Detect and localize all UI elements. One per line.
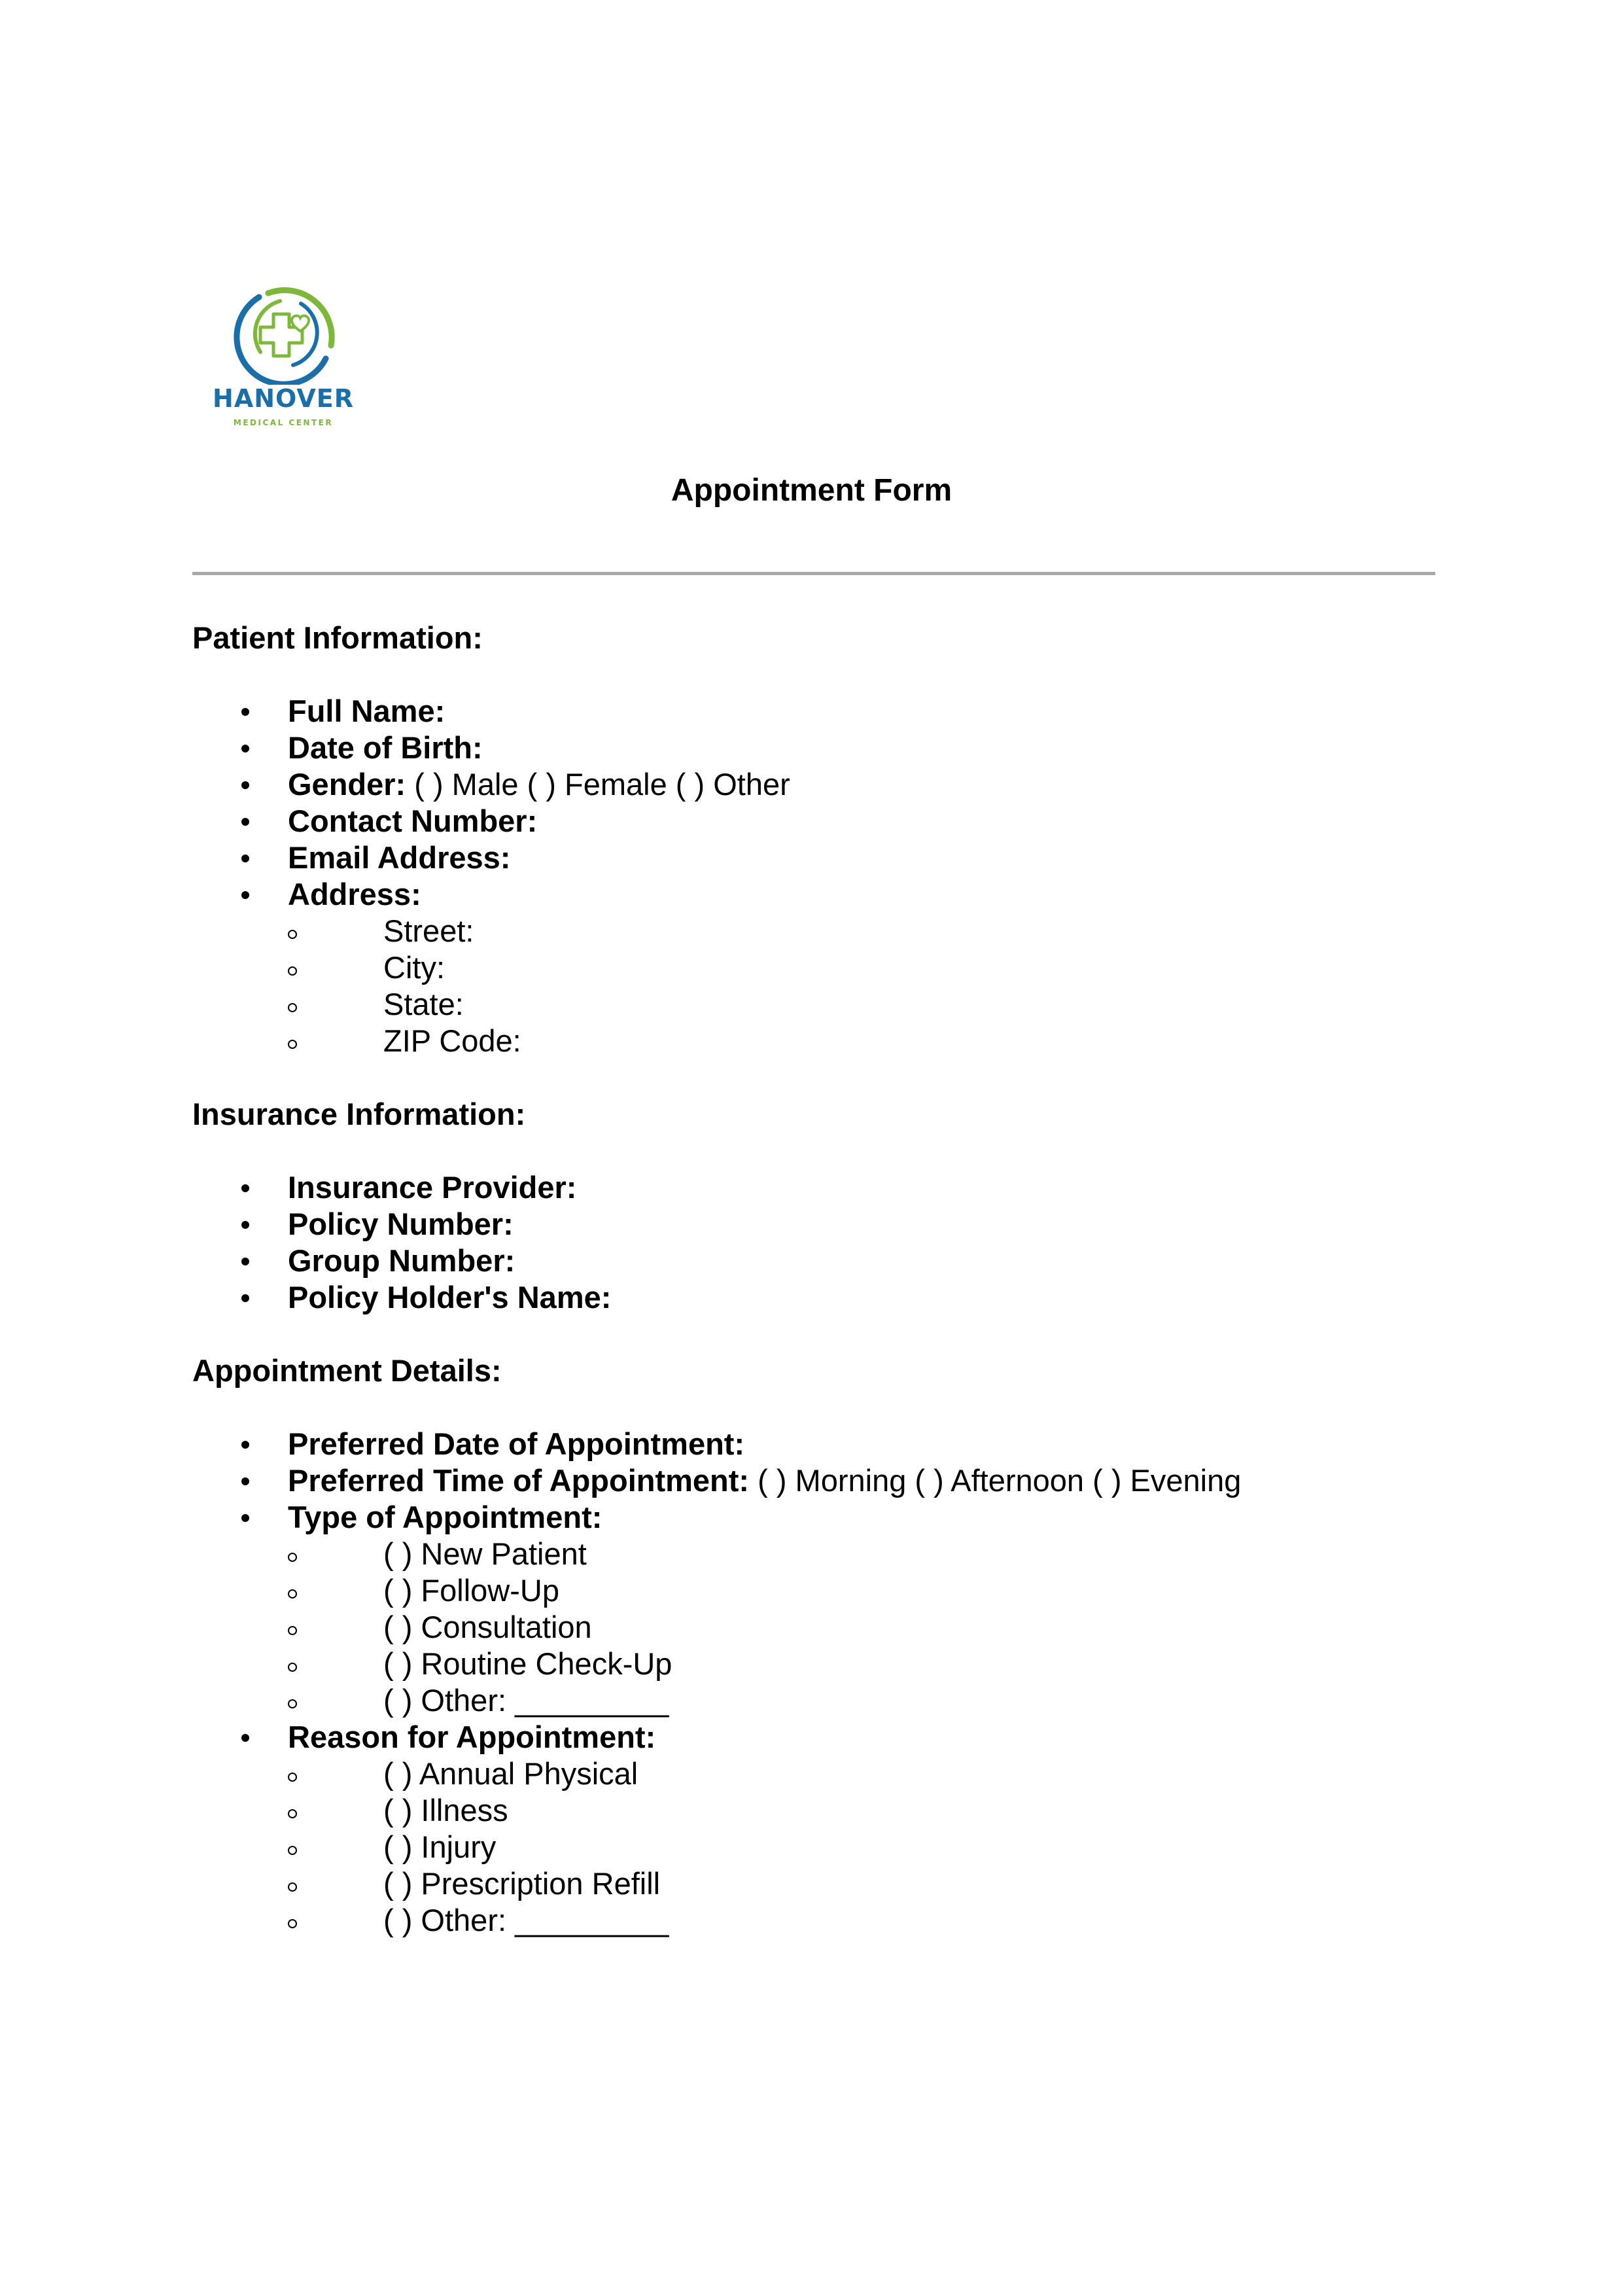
bullet-icon	[241, 1441, 249, 1449]
circle-bullet-icon	[288, 966, 297, 976]
list-item-gender	[192, 766, 1435, 803]
circle-bullet-icon	[288, 1919, 297, 1928]
type-option-label: ( ) Other: _________	[383, 1683, 669, 1718]
reason-option-label: ( ) Prescription Refill	[383, 1866, 661, 1901]
street-label: Street:	[383, 913, 474, 948]
type-option-other	[288, 1682, 1435, 1719]
medical-cross-heart-icon	[208, 280, 358, 385]
bullet-icon	[241, 1294, 249, 1302]
group-number-label: Group Number:	[288, 1243, 515, 1278]
policy-number-label: Policy Number:	[288, 1207, 514, 1241]
type-option-new-patient	[288, 1536, 1435, 1572]
list-item-preferred-date	[192, 1426, 1435, 1462]
bullet-icon	[241, 1477, 249, 1485]
bullet-icon	[241, 818, 249, 826]
holder-name-label: Policy Holder's Name:	[288, 1280, 612, 1315]
bullet-icon	[241, 781, 249, 789]
address-sublist	[288, 913, 1435, 1059]
appointment-type-sublist	[288, 1536, 1435, 1719]
type-option-label: ( ) Routine Check-Up	[383, 1646, 672, 1681]
circle-bullet-icon	[288, 1626, 297, 1635]
list-item-contact	[192, 803, 1435, 839]
bullet-icon	[241, 855, 249, 862]
insurance-provider-label: Insurance Provider:	[288, 1170, 577, 1205]
reason-option-prescription-refill	[288, 1865, 1435, 1902]
list-item-dob	[192, 730, 1435, 766]
list-item-appointment-type	[192, 1499, 1435, 1719]
sublist-item-city	[288, 949, 1435, 986]
bullet-icon	[241, 1221, 249, 1229]
appointment-list	[192, 1426, 1435, 1939]
preferred-time-options: ( ) Morning ( ) Afternoon ( ) Evening	[758, 1463, 1242, 1498]
reason-option-label: ( ) Illness	[383, 1793, 508, 1828]
sublist-item-street	[288, 913, 1435, 949]
email-label: Email Address:	[288, 840, 511, 875]
list-item-address	[192, 876, 1435, 1059]
full-name-label: Full Name:	[288, 694, 445, 728]
logo-name: HANOVER	[213, 384, 354, 413]
list-item-group-number	[192, 1243, 1435, 1279]
page-title: Appointment Form	[671, 473, 952, 508]
list-item-full-name	[192, 693, 1435, 730]
hanover-logo	[208, 280, 358, 444]
bullet-icon	[241, 745, 249, 752]
type-option-label: ( ) Follow-Up	[383, 1573, 559, 1608]
list-item-holder-name	[192, 1279, 1435, 1316]
type-option-label: ( ) Consultation	[383, 1610, 592, 1644]
horizontal-divider	[192, 572, 1435, 575]
reason-option-label: ( ) Other: _________	[383, 1903, 669, 1937]
circle-bullet-icon	[288, 1773, 297, 1782]
contact-label: Contact Number:	[288, 804, 538, 838]
bullet-icon	[241, 1258, 249, 1265]
sublist-item-zip	[288, 1023, 1435, 1059]
circle-bullet-icon	[288, 930, 297, 939]
bullet-icon	[241, 891, 249, 899]
list-item-preferred-time	[192, 1462, 1435, 1499]
state-label: State:	[383, 987, 464, 1021]
circle-bullet-icon	[288, 1809, 297, 1818]
circle-bullet-icon	[288, 1846, 297, 1855]
circle-bullet-icon	[288, 1663, 297, 1672]
circle-bullet-icon	[288, 1699, 297, 1708]
appointment-type-label: Type of Appointment:	[288, 1500, 602, 1534]
reason-option-label: ( ) Injury	[383, 1829, 497, 1864]
type-option-consultation	[288, 1609, 1435, 1646]
list-item-insurance-provider	[192, 1169, 1435, 1206]
list-item-email	[192, 839, 1435, 876]
type-option-follow-up	[288, 1572, 1435, 1609]
logo-subtitle: MEDICAL CENTER	[233, 418, 334, 427]
bullet-icon	[241, 1514, 249, 1522]
type-option-routine-checkup	[288, 1646, 1435, 1682]
appointment-section-heading: Appointment Details:	[192, 1353, 502, 1388]
reason-option-annual-physical	[288, 1756, 1435, 1792]
reason-option-other	[288, 1902, 1435, 1939]
reason-option-illness	[288, 1792, 1435, 1829]
insurance-section-heading: Insurance Information:	[192, 1097, 526, 1131]
preferred-time-label: Preferred Time of Appointment:	[288, 1463, 750, 1498]
form-content	[192, 620, 1435, 1939]
circle-bullet-icon	[288, 1882, 297, 1892]
circle-bullet-icon	[288, 1003, 297, 1012]
type-option-label: ( ) New Patient	[383, 1536, 587, 1571]
list-item-policy-number	[192, 1206, 1435, 1243]
zip-label: ZIP Code:	[383, 1023, 521, 1058]
bullet-icon	[241, 1184, 249, 1192]
insurance-list	[192, 1169, 1435, 1316]
circle-bullet-icon	[288, 1553, 297, 1562]
appointment-reason-sublist	[288, 1756, 1435, 1939]
gender-label: Gender:	[288, 767, 406, 802]
reason-option-label: ( ) Annual Physical	[383, 1756, 638, 1791]
reason-option-injury	[288, 1829, 1435, 1865]
circle-bullet-icon	[288, 1589, 297, 1598]
preferred-date-label: Preferred Date of Appointment:	[288, 1426, 745, 1461]
circle-bullet-icon	[288, 1040, 297, 1049]
patient-list	[192, 693, 1435, 1059]
address-label: Address:	[288, 877, 421, 911]
list-item-appointment-reason	[192, 1719, 1435, 1939]
gender-options: ( ) Male ( ) Female ( ) Other	[414, 767, 790, 802]
bullet-icon	[241, 1734, 249, 1742]
bullet-icon	[241, 708, 249, 716]
city-label: City:	[383, 950, 445, 985]
appointment-reason-label: Reason for Appointment:	[288, 1720, 656, 1754]
dob-label: Date of Birth:	[288, 730, 483, 765]
sublist-item-state	[288, 986, 1435, 1023]
patient-section-heading: Patient Information:	[192, 620, 483, 655]
